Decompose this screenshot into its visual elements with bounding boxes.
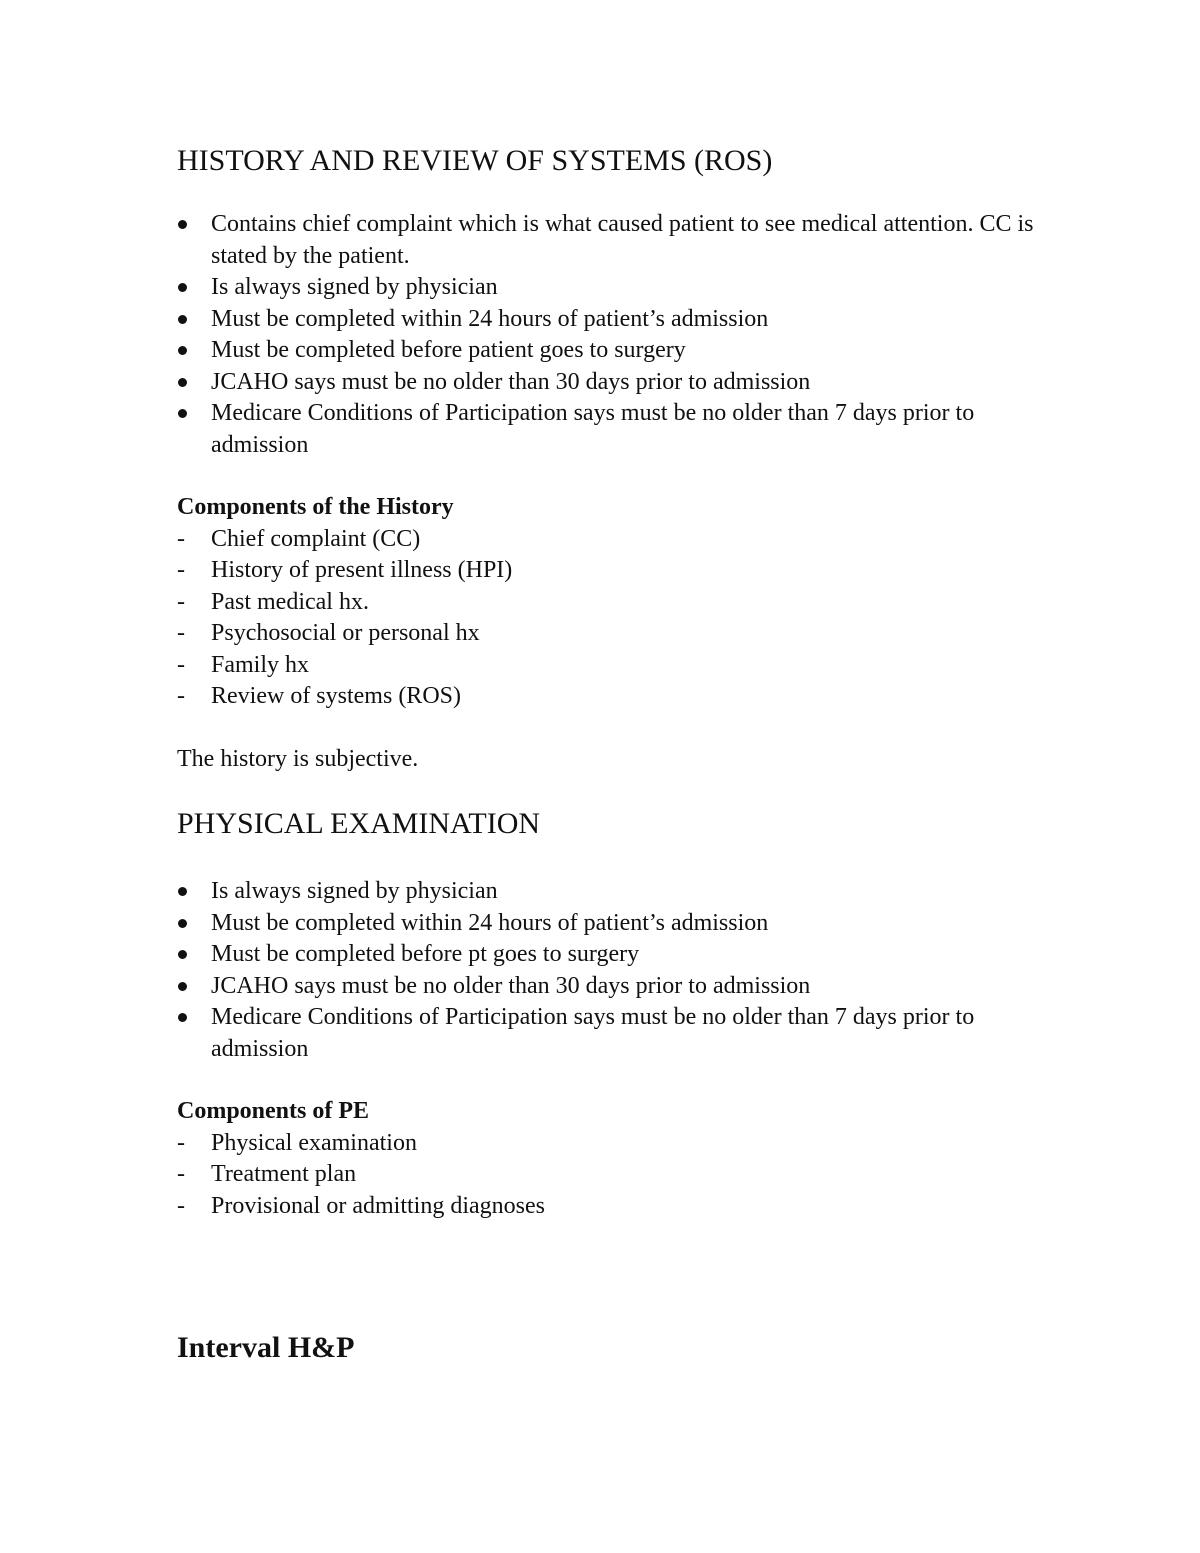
list-item (177, 650, 1037, 682)
physical-bullet-list (177, 876, 1037, 1065)
dash-marker: - (177, 557, 185, 583)
list-item (177, 681, 1037, 713)
history-note: The history is subjective. (177, 745, 419, 772)
list-item-text: Family hx (211, 651, 310, 678)
interval-section-title: Interval H&P (177, 1331, 355, 1364)
physical-components-title: Components of PE (177, 1098, 370, 1124)
physical-section-title: PHYSICAL EXAMINATION (177, 807, 541, 840)
list-item: JCAHO says must be no older than 30 days prior to admission (177, 971, 1037, 1003)
list-item (177, 618, 1037, 650)
list-item (177, 1191, 1037, 1223)
dash-marker: - (177, 588, 185, 615)
dash-marker: - (177, 1192, 185, 1219)
list-item (177, 555, 1037, 587)
dash-marker: - (177, 1129, 185, 1156)
dash-marker: - (177, 1161, 185, 1187)
document-page (177, 143, 1037, 1366)
history-section-title: HISTORY AND REVIEW OF SYSTEMS (ROS) (177, 144, 773, 177)
physical-components-list (177, 1128, 1037, 1223)
dash-marker: - (177, 651, 185, 678)
list-item-text: Provisional or admitting diagnoses (211, 1192, 545, 1219)
history-bullet-list (177, 209, 1037, 461)
dash-marker: - (177, 683, 185, 709)
list-item-text: Review of systems (ROS) (211, 683, 461, 709)
list-item: Is always signed by physician (177, 876, 1037, 908)
list-item-text: Chief complaint (CC) (211, 525, 421, 552)
list-item-text: History of present illness (HPI) (211, 557, 513, 583)
list-item (177, 524, 1037, 556)
list-item-text: Physical examination (211, 1129, 417, 1156)
list-item (177, 1159, 1037, 1191)
list-item: Must be completed within 24 hours of patient’s admission (177, 908, 1037, 940)
list-item (177, 1128, 1037, 1160)
list-item: JCAHO says must be no older than 30 days prior to admission (177, 367, 1037, 399)
list-item: Is always signed by physician (177, 272, 1037, 304)
list-item: Must be completed before pt goes to surgery (177, 939, 1037, 971)
history-components-title: Components of the History (177, 494, 454, 520)
list-item: Must be completed within 24 hours of patient’s admission (177, 304, 1037, 336)
list-item-text: Treatment plan (211, 1161, 357, 1187)
history-components-list (177, 524, 1037, 713)
list-item: Must be completed before patient goes to surgery (177, 335, 1037, 367)
list-item-text: Past medical hx. (211, 588, 369, 615)
dash-marker: - (177, 525, 185, 552)
list-item: Contains chief complaint which is what caused patient to see medical attention. CC is stated by the patient. (177, 209, 1037, 272)
list-item: Medicare Conditions of Participation says must be no older than 7 days prior to admission (177, 1002, 1037, 1065)
dash-marker: - (177, 620, 185, 646)
list-item (177, 587, 1037, 619)
list-item: Medicare Conditions of Participation says must be no older than 7 days prior to admission (177, 398, 1037, 461)
list-item-text: Psychosocial or personal hx (211, 620, 480, 646)
